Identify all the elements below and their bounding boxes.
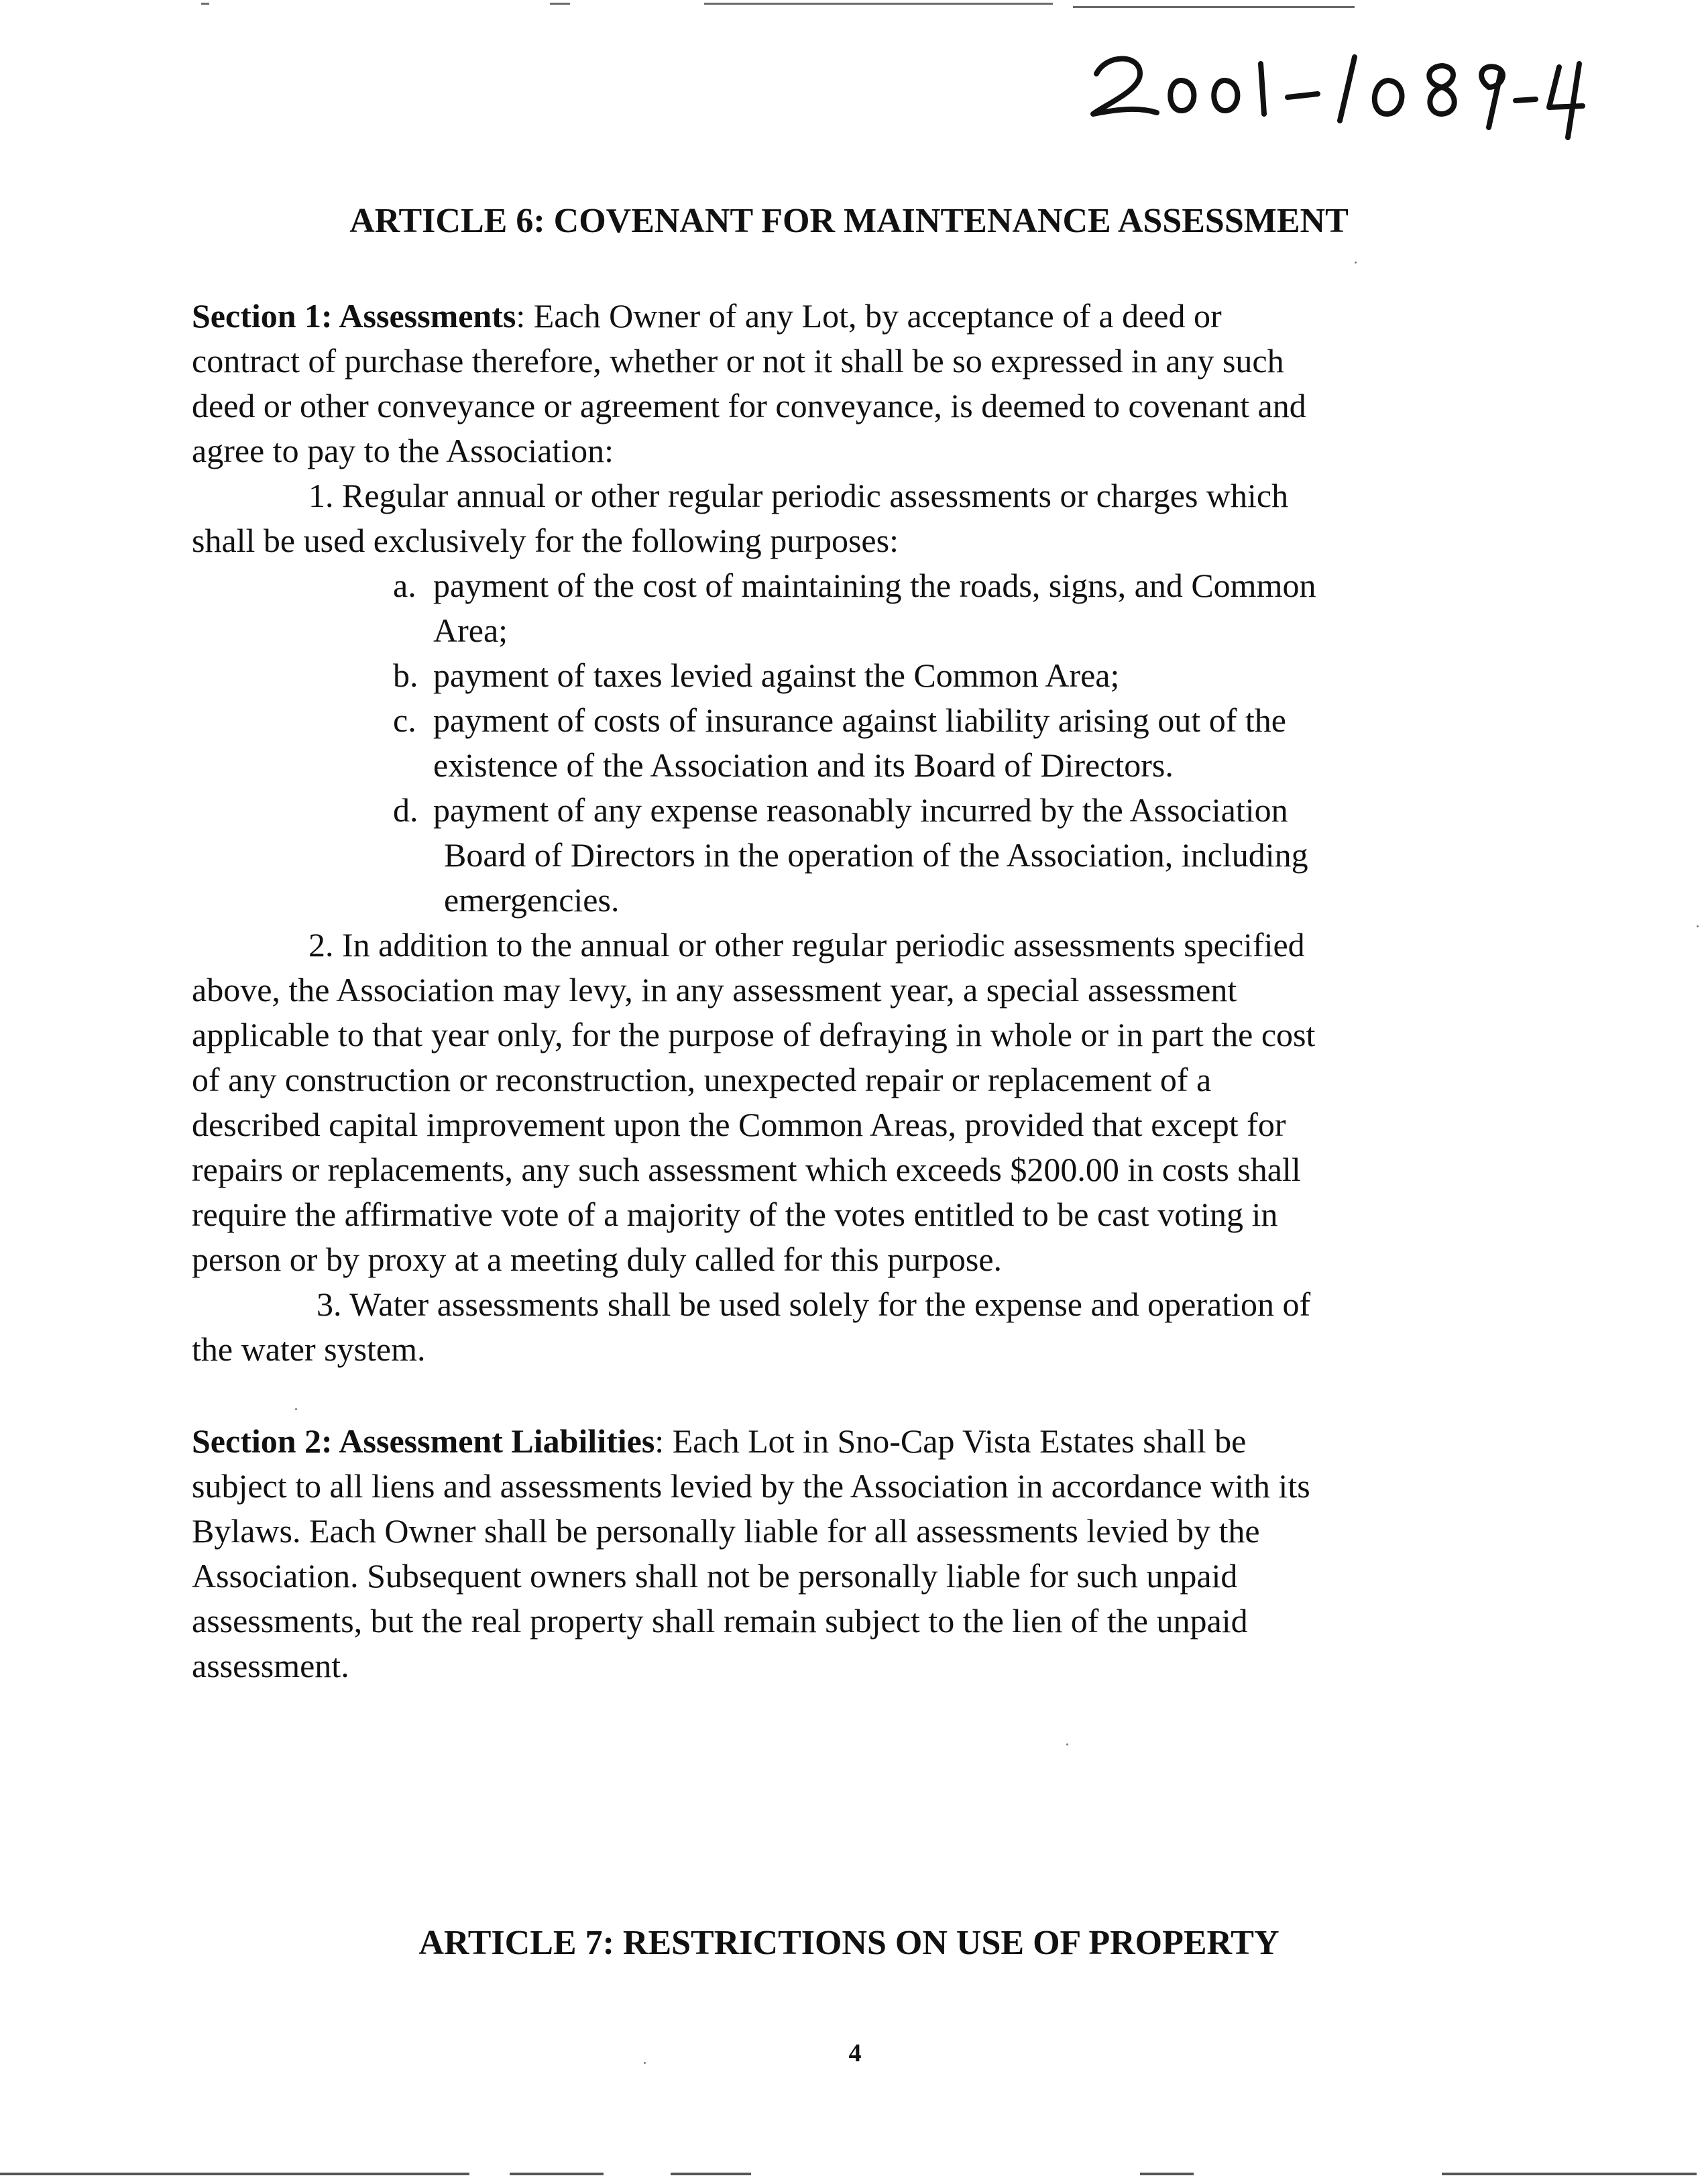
section-1-label: Section 1: Assessments	[192, 297, 516, 335]
scan-speck	[1697, 925, 1699, 927]
item-1	[192, 473, 1506, 563]
item-1-line: 1. Regular annual or other regular periodic assessments or charges which	[308, 477, 1289, 514]
section-2-line: Bylaws. Each Owner shall be personally liable for all assessments levied by the	[192, 1512, 1260, 1550]
section-2-line: subject to all liens and assessments levied by the Association in accordance with its	[192, 1467, 1310, 1505]
handwritten-number-drawing	[1066, 27, 1603, 148]
subitem-marker: d.	[393, 791, 418, 829]
subitem-marker: c.	[393, 701, 416, 739]
scan-mark	[1140, 2173, 1194, 2175]
article-7-heading: ARTICLE 7: RESTRICTIONS ON USE OF PROPERTY	[418, 1924, 1280, 1962]
scan-speck	[1355, 262, 1357, 264]
scan-mark	[671, 2173, 751, 2175]
item-3-line: 3. Water assessments shall be used solely for the expense and operation of	[317, 1285, 1311, 1323]
section-2-line: Association. Subsequent owners shall not be personally liable for such unpaid	[192, 1557, 1238, 1595]
subitem-text	[433, 788, 1399, 923]
subitem-line: payment of the cost of maintaining the roads, signs, and Common	[433, 567, 1316, 604]
item-2-line: require the affirmative vote of a majority of the votes entitled to be cast voting in	[192, 1196, 1278, 1233]
section-1-line	[192, 294, 1506, 339]
subitem-line: Area;	[433, 612, 508, 649]
article-6-heading: ARTICLE 6: COVENANT FOR MAINTENANCE ASSESSMENT	[349, 202, 1349, 240]
subitem-marker: b.	[393, 656, 418, 694]
subitem-line: payment of taxes levied against the Common Area;	[433, 656, 1120, 694]
subitem-line: Board of Directors in the operation of the Association, including	[444, 836, 1308, 874]
item-2-line: repairs or replacements, any such assessment which exceeds $200.00 in costs shall	[192, 1151, 1301, 1188]
subitem-line: payment of costs of insurance against liability arising out of the	[433, 701, 1286, 739]
item-3-line: the water system.	[192, 1330, 426, 1368]
section-2-line: assessments, but the real property shall remain subject to the lien of the unpaid	[192, 1602, 1248, 1640]
section-1-line: contract of purchase therefore, whether or not it shall be so expressed in any such	[192, 342, 1284, 380]
section-2-text: : Each Lot in Sno-Cap Vista Estates shall be	[655, 1422, 1247, 1460]
item-2-line: described capital improvement upon the Common Areas, provided that except for	[192, 1106, 1286, 1143]
section-1-intro	[192, 294, 1506, 473]
item-3	[192, 1282, 1506, 1372]
item-2-line: applicable to that year only, for the purpose of defraying in whole or in part the cost	[192, 1016, 1316, 1053]
subitem-text	[433, 653, 1399, 698]
scan-mark	[1073, 6, 1355, 8]
section-2-line: assessment.	[192, 1647, 349, 1684]
subitem-text	[433, 563, 1399, 653]
scan-edge-top	[0, 0, 1706, 9]
section-2	[192, 1419, 1506, 1688]
item-2-line: person or by proxy at a meeting duly called for this purpose.	[192, 1241, 1003, 1278]
section-1-line: agree to pay to the Association:	[192, 432, 614, 469]
handwritten-document-number	[1066, 27, 1603, 148]
subitem-line: emergencies.	[444, 881, 620, 919]
scan-edge-bottom	[0, 2170, 1706, 2179]
scan-mark	[0, 2173, 469, 2175]
page-number: 4	[848, 2039, 862, 2067]
subitem-text	[433, 698, 1399, 788]
scan-mark	[510, 2173, 604, 2175]
item-1-line: shall be used exclusively for the following purposes:	[192, 522, 899, 559]
scan-mark	[1442, 2173, 1697, 2175]
section-1-text: : Each Owner of any Lot, by acceptance of a deed or	[516, 297, 1222, 335]
section-1-line: deed or other conveyance or agreement for conveyance, is deemed to covenant and	[192, 387, 1306, 424]
scan-mark	[704, 3, 1053, 5]
item-2	[192, 923, 1506, 1282]
scan-speck	[644, 2062, 646, 2064]
subitem-line: existence of the Association and its Board of Directors.	[433, 746, 1174, 784]
scan-mark	[201, 3, 209, 5]
subitem-marker: a.	[393, 567, 416, 604]
scan-speck	[295, 1408, 297, 1410]
section-2-line	[192, 1419, 1506, 1464]
item-2-line: 2. In addition to the annual or other regular periodic assessments specified	[308, 926, 1305, 964]
item-2-line: above, the Association may levy, in any assessment year, a special assessment	[192, 971, 1237, 1009]
item-2-line: of any construction or reconstruction, unexpected repair or replacement of a	[192, 1061, 1212, 1098]
scan-mark	[550, 3, 570, 5]
section-2-label: Section 2: Assessment Liabilities	[192, 1422, 655, 1460]
scan-speck	[1066, 1743, 1068, 1745]
subitem-line: payment of any expense reasonably incurred by the Association	[433, 791, 1288, 829]
